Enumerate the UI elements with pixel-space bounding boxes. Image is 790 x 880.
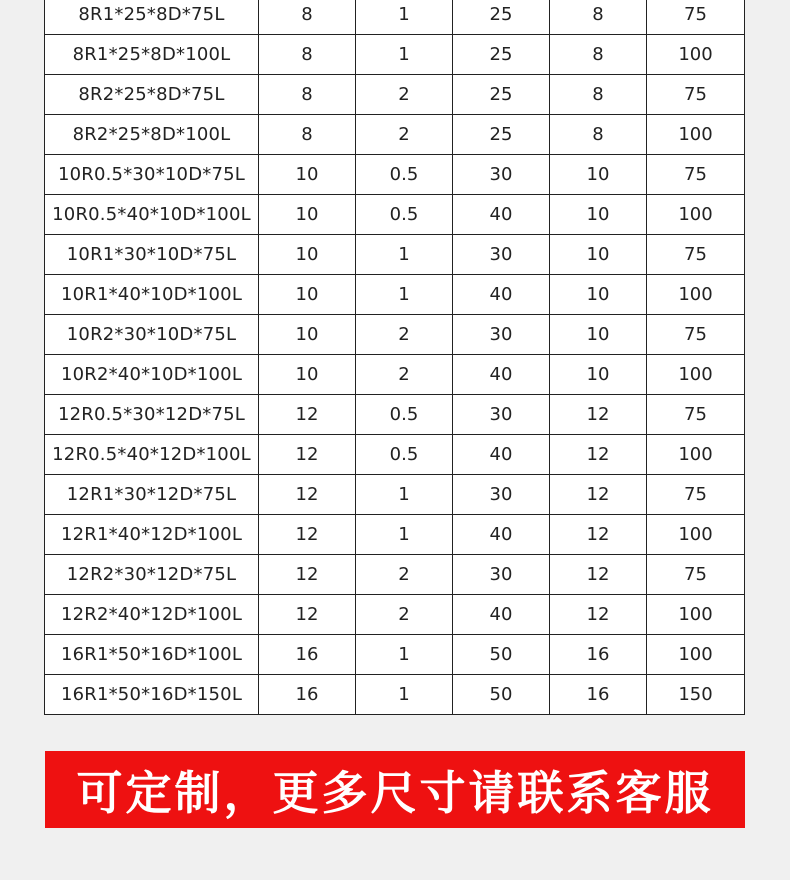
table-row [45,0,745,35]
spec-cell: 8 [259,35,356,75]
spec-cell: 1 [356,0,453,35]
spec-cell: 10 [550,355,647,395]
table-row [45,275,745,315]
table-row [45,155,745,195]
spec-cell: 50 [453,635,550,675]
model-cell: 10R0.5*40*10D*100L [45,195,259,235]
spec-cell: 100 [647,635,745,675]
spec-cell: 10 [259,235,356,275]
spec-table-body [45,0,745,715]
model-cell: 12R0.5*30*12D*75L [45,395,259,435]
spec-cell: 1 [356,275,453,315]
spec-cell: 8 [550,0,647,35]
spec-cell: 100 [647,515,745,555]
spec-cell: 0.5 [356,435,453,475]
spec-cell: 0.5 [356,195,453,235]
table-row [45,475,745,515]
spec-cell: 100 [647,35,745,75]
model-cell: 10R0.5*30*10D*75L [45,155,259,195]
model-cell: 10R2*40*10D*100L [45,355,259,395]
model-cell: 8R1*25*8D*75L [45,0,259,35]
spec-cell: 16 [550,675,647,715]
model-cell: 16R1*50*16D*150L [45,675,259,715]
spec-cell: 12 [259,475,356,515]
spec-cell: 75 [647,75,745,115]
spec-cell: 12 [259,435,356,475]
spec-cell: 12 [550,555,647,595]
spec-cell: 2 [356,115,453,155]
spec-cell: 12 [550,515,647,555]
spec-cell: 10 [259,355,356,395]
spec-cell: 12 [550,395,647,435]
table-row [45,315,745,355]
spec-cell: 40 [453,355,550,395]
spec-cell: 12 [550,435,647,475]
spec-cell: 12 [550,475,647,515]
table-row [45,75,745,115]
spec-cell: 1 [356,515,453,555]
spec-cell: 1 [356,35,453,75]
spec-cell: 30 [453,395,550,435]
spec-cell: 75 [647,315,745,355]
spec-cell: 30 [453,235,550,275]
spec-cell: 10 [550,235,647,275]
spec-cell: 16 [550,635,647,675]
model-cell: 12R2*30*12D*75L [45,555,259,595]
spec-cell: 16 [259,635,356,675]
spec-cell: 12 [259,595,356,635]
spec-cell: 40 [453,515,550,555]
spec-cell: 8 [259,115,356,155]
spec-cell: 8 [550,75,647,115]
spec-cell: 75 [647,0,745,35]
spec-cell: 8 [550,115,647,155]
table-row [45,555,745,595]
spec-cell: 10 [259,195,356,235]
spec-cell: 40 [453,435,550,475]
customize-banner [45,751,745,828]
model-cell: 10R1*30*10D*75L [45,235,259,275]
spec-cell: 12 [259,555,356,595]
table-row [45,195,745,235]
model-cell: 8R2*25*8D*100L [45,115,259,155]
table-row [45,435,745,475]
spec-cell: 1 [356,635,453,675]
spec-cell: 100 [647,195,745,235]
spec-cell: 1 [356,675,453,715]
spec-cell: 10 [259,315,356,355]
table-row [45,395,745,435]
spec-cell: 2 [356,355,453,395]
spec-cell: 150 [647,675,745,715]
table-row [45,515,745,555]
table-row [45,235,745,275]
spec-cell: 2 [356,315,453,355]
model-cell: 12R1*30*12D*75L [45,475,259,515]
spec-cell: 8 [259,0,356,35]
spec-cell: 100 [647,275,745,315]
spec-cell: 30 [453,315,550,355]
spec-cell: 2 [356,595,453,635]
spec-cell: 25 [453,75,550,115]
spec-cell: 10 [550,275,647,315]
model-cell: 10R2*30*10D*75L [45,315,259,355]
spec-cell: 12 [259,395,356,435]
table-row [45,35,745,75]
spec-cell: 8 [259,75,356,115]
spec-cell: 0.5 [356,155,453,195]
spec-cell: 10 [550,155,647,195]
model-cell: 12R0.5*40*12D*100L [45,435,259,475]
spec-cell: 10 [259,275,356,315]
table-row [45,675,745,715]
spec-cell: 75 [647,475,745,515]
spec-table-container [44,0,744,715]
spec-cell: 2 [356,555,453,595]
spec-cell: 40 [453,275,550,315]
spec-cell: 30 [453,155,550,195]
spec-cell: 75 [647,155,745,195]
spec-table [44,0,745,715]
spec-cell: 12 [550,595,647,635]
spec-cell: 25 [453,35,550,75]
spec-cell: 50 [453,675,550,715]
spec-cell: 30 [453,555,550,595]
model-cell: 8R2*25*8D*75L [45,75,259,115]
spec-cell: 75 [647,235,745,275]
spec-cell: 100 [647,595,745,635]
spec-cell: 40 [453,595,550,635]
spec-cell: 40 [453,195,550,235]
spec-cell: 0.5 [356,395,453,435]
table-row [45,595,745,635]
model-cell: 12R1*40*12D*100L [45,515,259,555]
spec-cell: 8 [550,35,647,75]
spec-cell: 25 [453,115,550,155]
spec-cell: 30 [453,475,550,515]
model-cell: 8R1*25*8D*100L [45,35,259,75]
model-cell: 12R2*40*12D*100L [45,595,259,635]
spec-cell: 1 [356,235,453,275]
table-row [45,635,745,675]
spec-cell: 100 [647,115,745,155]
spec-cell: 1 [356,475,453,515]
spec-cell: 16 [259,675,356,715]
spec-cell: 12 [259,515,356,555]
spec-cell: 10 [550,315,647,355]
table-row [45,355,745,395]
spec-cell: 75 [647,555,745,595]
spec-cell: 10 [550,195,647,235]
model-cell: 16R1*50*16D*100L [45,635,259,675]
model-cell: 10R1*40*10D*100L [45,275,259,315]
table-row [45,115,745,155]
spec-cell: 100 [647,355,745,395]
spec-cell: 75 [647,395,745,435]
spec-cell: 2 [356,75,453,115]
spec-cell: 100 [647,435,745,475]
banner-text: 可定制，更多尺寸请联系客服 [76,765,714,820]
spec-cell: 25 [453,0,550,35]
spec-cell: 10 [259,155,356,195]
